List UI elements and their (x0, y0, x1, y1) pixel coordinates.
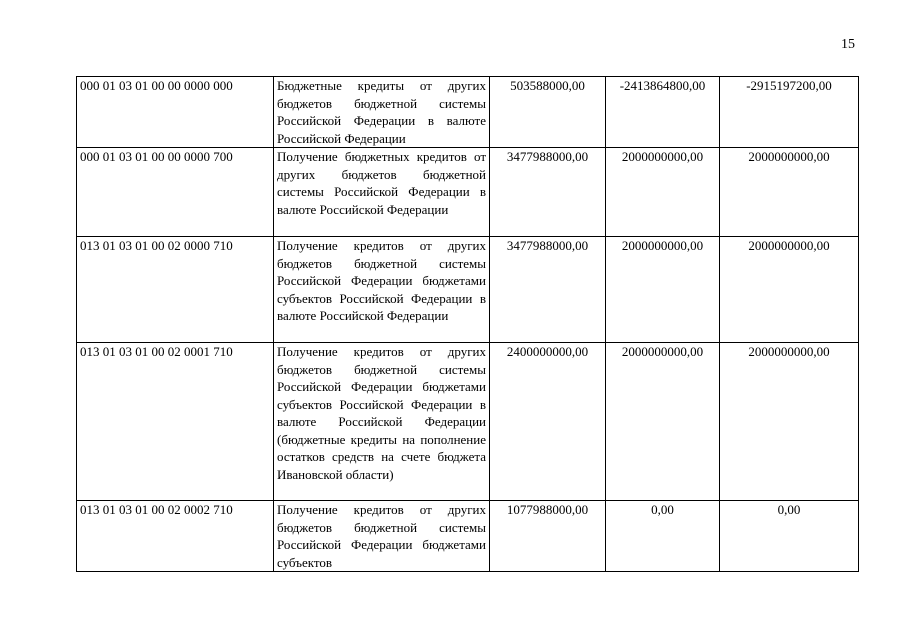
amount-cell-2: 0,00 (606, 501, 720, 572)
amount-cell-1: 3477988000,00 (490, 148, 606, 237)
description-cell: Получение кредитов от других бюджетов бюджетной системы Российской Федерации бюджетами субъектов (274, 501, 490, 572)
amount-cell-2: 2000000000,00 (606, 343, 720, 501)
budget-code-cell: 013 01 03 01 00 02 0000 710 (77, 237, 274, 343)
amount-cell-3: 0,00 (720, 501, 859, 572)
budget-code-cell: 013 01 03 01 00 02 0002 710 (77, 501, 274, 572)
budget-code-cell: 000 01 03 01 00 00 0000 700 (77, 148, 274, 237)
description-cell: Бюджетные кредиты от других бюджетов бюджетной системы Российской Федерации в валюте Российской Федерации (274, 77, 490, 148)
amount-cell-1: 1077988000,00 (490, 501, 606, 572)
amount-cell-3: 2000000000,00 (720, 343, 859, 501)
amount-cell-2: 2000000000,00 (606, 237, 720, 343)
table-row (77, 237, 859, 343)
amount-cell-3: -2915197200,00 (720, 77, 859, 148)
description-cell: Получение бюджетных кредитов от других бюджетов бюджетной системы Российской Федерации в валюте Российской Федерации (274, 148, 490, 237)
description-cell: Получение кредитов от других бюджетов бюджетной системы Российской Федерации бюджетами субъектов Российской Федерации в валюте Российской Федерации (бюджетные кредиты на пополнение остатков средств на счете бюджета Ивановской области) (274, 343, 490, 501)
description-cell: Получение кредитов от других бюджетов бюджетной системы Российской Федерации бюджетами субъектов Российской Федерации в валюте Российской Федерации (274, 237, 490, 343)
table-row (77, 148, 859, 237)
amount-cell-2: -2413864800,00 (606, 77, 720, 148)
table-row (77, 77, 859, 148)
amount-cell-1: 503588000,00 (490, 77, 606, 148)
budget-code-cell: 000 01 03 01 00 00 0000 000 (77, 77, 274, 148)
budget-code-cell: 013 01 03 01 00 02 0001 710 (77, 343, 274, 501)
amount-cell-3: 2000000000,00 (720, 237, 859, 343)
amount-cell-2: 2000000000,00 (606, 148, 720, 237)
amount-cell-3: 2000000000,00 (720, 148, 859, 237)
table-row (77, 343, 859, 501)
amount-cell-1: 3477988000,00 (490, 237, 606, 343)
budget-table (76, 76, 859, 572)
page-number: 15 (841, 37, 855, 52)
table-row (77, 501, 859, 572)
amount-cell-1: 2400000000,00 (490, 343, 606, 501)
